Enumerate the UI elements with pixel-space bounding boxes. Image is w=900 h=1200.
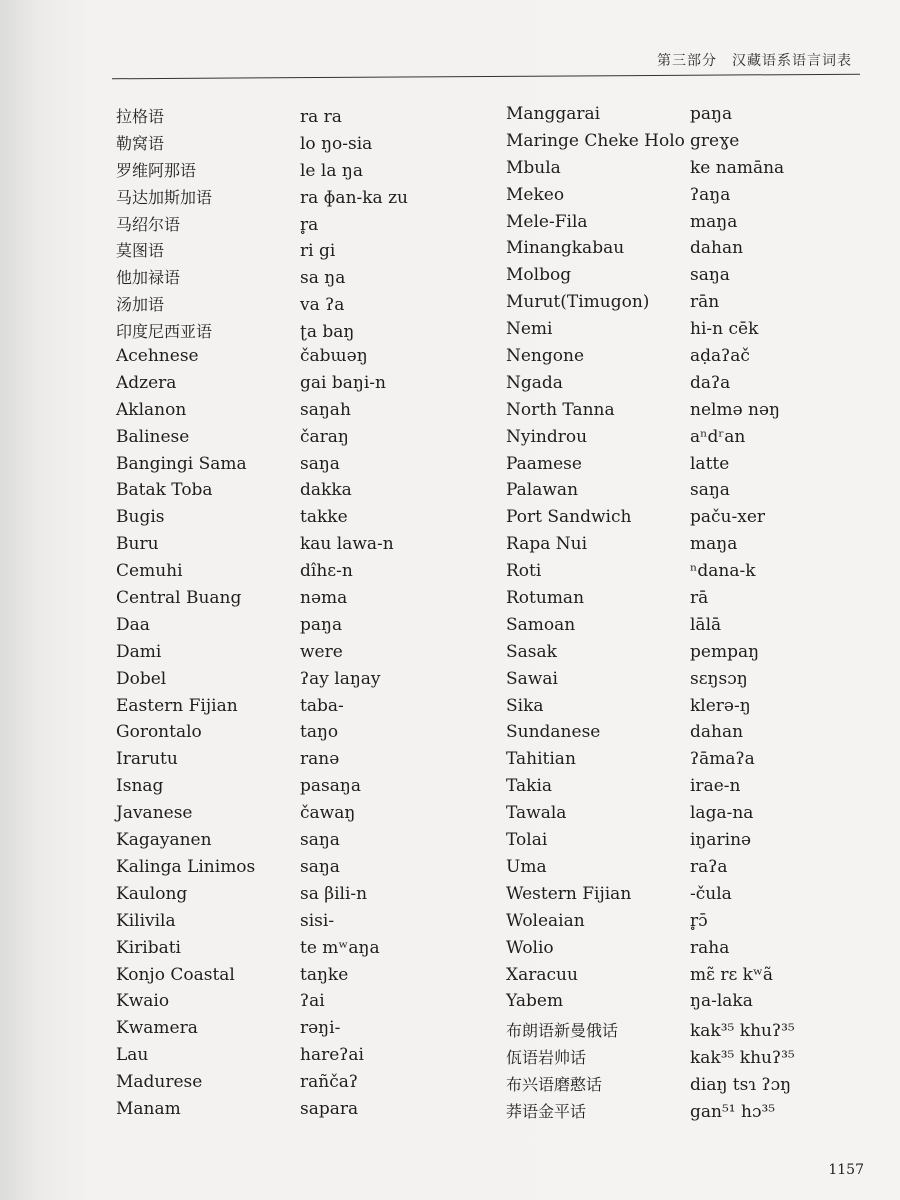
word-entry (116, 911, 496, 938)
language-name: Xaracuu (506, 964, 578, 985)
word-entry (116, 642, 496, 669)
language-name: 勒窝语 (116, 133, 165, 153)
word-form: kak³⁵ khuʔ³⁵ (690, 1021, 795, 1042)
language-name: Kagayanen (116, 830, 212, 851)
right-column (506, 104, 876, 1126)
language-name: 布兴语磨憨话 (506, 1075, 603, 1095)
word-entry (506, 427, 876, 454)
language-name: Cemuhi (116, 561, 183, 582)
word-entry (116, 373, 496, 400)
word-form: taŋo (300, 722, 339, 743)
word-form: taba- (300, 695, 344, 716)
language-name: Western Fijian (506, 883, 632, 904)
word-form: rəŋi- (300, 1018, 341, 1039)
word-form: rañčaʔ (300, 1072, 358, 1093)
word-entry (506, 265, 876, 292)
word-entry (116, 427, 496, 454)
word-entry (506, 454, 876, 481)
word-entry (506, 722, 876, 749)
word-entry (116, 803, 496, 830)
word-entry (116, 938, 496, 965)
language-name: Gorontalo (116, 722, 202, 743)
word-entry (506, 938, 876, 965)
language-name: Mekeo (506, 184, 565, 205)
word-entry (116, 749, 496, 776)
language-name: Lau (116, 1045, 149, 1066)
language-name: Bugis (116, 507, 165, 528)
language-name: Tahitian (506, 749, 576, 770)
word-form: sa ŋa (300, 268, 346, 289)
word-form: hareʔai (300, 1045, 364, 1066)
language-name: Daa (116, 614, 150, 635)
language-name: Nyindrou (506, 426, 588, 447)
word-entry (116, 265, 496, 292)
language-name: Isnag (116, 776, 164, 797)
word-form: gan⁵¹ hɔ³⁵ (690, 1101, 776, 1122)
word-entry (116, 1099, 496, 1126)
word-form: saŋa (690, 480, 730, 501)
language-name: Takia (506, 776, 553, 797)
word-form: ʔaŋa (690, 184, 731, 205)
language-name: 马绍尔语 (116, 214, 181, 234)
language-name: 莫图语 (116, 241, 165, 261)
language-name: Acehnese (116, 346, 199, 367)
language-name: Aklanon (116, 399, 187, 420)
language-name: Nemi (506, 319, 553, 340)
language-name: Manggarai (506, 104, 601, 124)
word-form: ra ɸan-ka zu (300, 187, 409, 208)
language-name: Port Sandwich (506, 507, 632, 528)
language-name: Eastern Fijian (116, 695, 238, 716)
word-form: dahan (690, 238, 744, 259)
word-entry (116, 534, 496, 561)
word-entry (506, 238, 876, 265)
word-form: r̥a (300, 214, 319, 235)
word-form: paŋa (690, 104, 733, 124)
word-entry (116, 238, 496, 265)
word-entry (506, 1018, 876, 1045)
word-entry (116, 480, 496, 507)
word-form: ʔai (300, 991, 325, 1012)
word-entry (506, 857, 876, 884)
word-entry (506, 642, 876, 669)
word-entry (506, 158, 876, 185)
language-name: Sika (506, 695, 544, 716)
word-form: kau lawa-n (300, 534, 394, 555)
word-form: čaraŋ (300, 426, 349, 447)
word-entry (506, 480, 876, 507)
word-entry (506, 776, 876, 803)
language-name: Rotuman (506, 588, 585, 609)
word-form: were (300, 641, 343, 662)
word-form: daʔa (690, 372, 731, 393)
word-form: latte (690, 453, 730, 474)
language-name: Molbog (506, 265, 572, 286)
word-form: dîhɛ-n (300, 561, 353, 582)
word-entry (506, 884, 876, 911)
word-entry (116, 1045, 496, 1072)
word-form: aⁿdʳan (690, 426, 746, 447)
word-form: pempaŋ (690, 641, 760, 662)
word-entry (116, 212, 496, 239)
language-name: Sundanese (506, 722, 601, 743)
language-name: Palawan (506, 480, 579, 501)
word-form: paŋa (300, 614, 343, 635)
word-form: pasaŋa (300, 776, 361, 797)
word-form: sɛŋsɔŋ (690, 668, 748, 689)
word-entry (116, 507, 496, 534)
word-entry (506, 185, 876, 212)
word-form: ranə (300, 749, 340, 770)
word-form: nəma (300, 588, 348, 609)
word-entry (116, 588, 496, 615)
word-entry (506, 373, 876, 400)
language-name: Sasak (506, 641, 557, 662)
language-name: Balinese (116, 426, 190, 447)
word-form: raha (690, 937, 730, 958)
word-entry (506, 911, 876, 938)
word-entry (116, 454, 496, 481)
language-name: Rapa Nui (506, 534, 588, 555)
language-name: Sawai (506, 668, 558, 689)
language-name: Tawala (506, 803, 567, 824)
word-entry (116, 1072, 496, 1099)
word-entry (116, 669, 496, 696)
language-name: Murut(Timugon) (506, 292, 650, 313)
language-name: Kwaio (116, 991, 170, 1012)
language-name: Kalinga Linimos (116, 856, 256, 877)
language-name: Manam (116, 1098, 181, 1119)
language-name: Woleaian (506, 910, 585, 931)
word-entry (116, 884, 496, 911)
language-name: Uma (506, 856, 547, 877)
word-form: laga-na (690, 803, 754, 824)
word-form: sisi- (300, 910, 335, 931)
language-name: Javanese (116, 803, 193, 824)
word-entry (116, 722, 496, 749)
word-entry (116, 1018, 496, 1045)
language-name: Batak Toba (116, 480, 213, 501)
language-name: Samoan (506, 614, 576, 635)
word-entry (116, 346, 496, 373)
language-name: 印度尼西亚语 (116, 322, 213, 342)
word-entry (506, 696, 876, 723)
word-entry (116, 776, 496, 803)
word-entry (116, 185, 496, 212)
language-name: Dami (116, 641, 162, 662)
word-form: -čula (690, 883, 732, 904)
language-name: Bangingi Sama (116, 453, 247, 474)
word-entry (116, 830, 496, 857)
word-form: saŋah (300, 399, 351, 420)
word-entry (116, 104, 496, 131)
language-name: Central Buang (116, 588, 242, 609)
word-form: ri gi (300, 241, 336, 262)
word-entry (506, 131, 876, 158)
word-entry (116, 400, 496, 427)
word-form: paču-xer (690, 507, 766, 528)
word-form: saŋa (300, 453, 340, 474)
word-form: dahan (690, 722, 744, 743)
running-head: 第三部分 汉藏语系语言词表 (657, 53, 852, 69)
word-form: hi-n cēk (690, 319, 759, 340)
language-name: Yabem (506, 991, 564, 1012)
word-entry (506, 212, 876, 239)
word-form: dakka (300, 480, 352, 501)
word-form: aḍaʔač (690, 346, 750, 367)
word-form: taŋke (300, 964, 349, 985)
word-form: le la ŋa (300, 160, 363, 181)
header-rule (112, 74, 860, 80)
word-form: saŋa (300, 856, 340, 877)
word-form: iŋarinə (690, 830, 752, 851)
word-form: saŋa (690, 265, 730, 286)
language-name: Kwamera (116, 1018, 198, 1039)
language-name: Mbula (506, 157, 561, 178)
word-entry (506, 292, 876, 319)
word-form: čabɯəŋ (300, 346, 368, 367)
language-name: Adzera (116, 372, 177, 393)
word-entry (116, 158, 496, 185)
word-entry (506, 400, 876, 427)
word-form: diaŋ tsɿ ʔɔŋ (690, 1075, 792, 1096)
language-name: Nengone (506, 346, 585, 367)
language-name: Irarutu (116, 749, 178, 770)
word-form: nelmə nəŋ (690, 399, 780, 420)
word-entry (506, 1099, 876, 1126)
word-form: ŋa-laka (690, 991, 753, 1012)
language-name: Madurese (116, 1072, 203, 1093)
word-entry (506, 1045, 876, 1072)
word-entry (506, 561, 876, 588)
word-form: čawaŋ (300, 803, 356, 824)
word-form: klerə-ŋ (690, 695, 751, 716)
word-form: ke namāna (690, 157, 785, 178)
word-entry (506, 830, 876, 857)
word-form: lālā (690, 614, 722, 635)
word-entry (116, 615, 496, 642)
language-name: 佤语岩帅话 (506, 1048, 587, 1068)
language-name: 他加禄语 (116, 268, 181, 288)
word-form: lo ŋo-sia (300, 133, 373, 154)
word-entry (506, 749, 876, 776)
page-number: 1157 (828, 1162, 864, 1178)
word-form: rān (690, 292, 720, 313)
word-form: sa βili-n (300, 883, 368, 904)
word-form: mɛ̃ rɛ kʷã (690, 964, 774, 985)
word-form: irae-n (690, 776, 741, 797)
word-form: rā (690, 588, 709, 609)
word-entry (506, 615, 876, 642)
word-entry (116, 292, 496, 319)
word-entry (116, 857, 496, 884)
word-entry (506, 588, 876, 615)
word-entry (506, 1072, 876, 1099)
word-form: maŋa (690, 211, 738, 232)
word-form: ʔay laŋay (300, 668, 381, 689)
word-entry (116, 965, 496, 992)
word-entry (506, 803, 876, 830)
word-entry (506, 104, 876, 131)
language-name: Kaulong (116, 883, 188, 904)
language-name: 罗维阿那语 (116, 160, 197, 180)
word-entry (116, 991, 496, 1018)
language-name: 拉格语 (116, 107, 165, 126)
word-entry (116, 131, 496, 158)
word-form: raʔa (690, 856, 728, 877)
language-name: 汤加语 (116, 295, 165, 315)
language-name: 马达加斯加语 (116, 187, 213, 207)
word-entry (506, 965, 876, 992)
word-entry (506, 534, 876, 561)
language-name: Maringe Cheke Holo (506, 130, 685, 151)
language-name: Ngada (506, 372, 563, 393)
language-name: Tolai (506, 830, 548, 851)
word-entry (116, 696, 496, 723)
word-form: ʔāmaʔa (690, 749, 755, 770)
word-form: te mʷaŋa (300, 937, 380, 958)
word-entry (506, 669, 876, 696)
language-name: Paamese (506, 453, 582, 474)
language-name: Kilivila (116, 910, 176, 931)
word-entry (506, 346, 876, 373)
word-form: sapara (300, 1098, 359, 1119)
language-name: Mele-Fila (506, 211, 588, 232)
word-form: takke (300, 507, 348, 528)
word-form: va ʔa (300, 295, 345, 316)
language-name: Roti (506, 561, 542, 582)
word-form: kak³⁵ khuʔ³⁵ (690, 1048, 795, 1069)
word-form: saŋa (300, 830, 340, 851)
language-name: North Tanna (506, 399, 615, 420)
language-name: 莽语金平话 (506, 1101, 587, 1121)
word-form: ⁿdana-k (690, 561, 756, 582)
language-name: Minangkabau (506, 238, 625, 259)
word-entry (506, 507, 876, 534)
word-form: gai baŋi-n (300, 372, 386, 393)
word-entry (116, 561, 496, 588)
word-form: ʈa baŋ (300, 322, 355, 343)
language-name: Kiribati (116, 937, 181, 958)
left-column (116, 104, 496, 1126)
word-form: maŋa (690, 534, 738, 555)
word-entry (506, 319, 876, 346)
language-name: Wolio (506, 937, 554, 958)
word-form: ra ra (300, 107, 342, 127)
language-name: Buru (116, 534, 159, 555)
word-form: r̥ɔ̄ (690, 910, 708, 931)
language-name: Dobel (116, 668, 167, 689)
language-name: 布朗语新曼俄话 (506, 1021, 619, 1041)
language-name: Konjo Coastal (116, 964, 235, 985)
word-entry (506, 991, 876, 1018)
word-form: greɣe (690, 130, 740, 151)
word-entry (116, 319, 496, 346)
